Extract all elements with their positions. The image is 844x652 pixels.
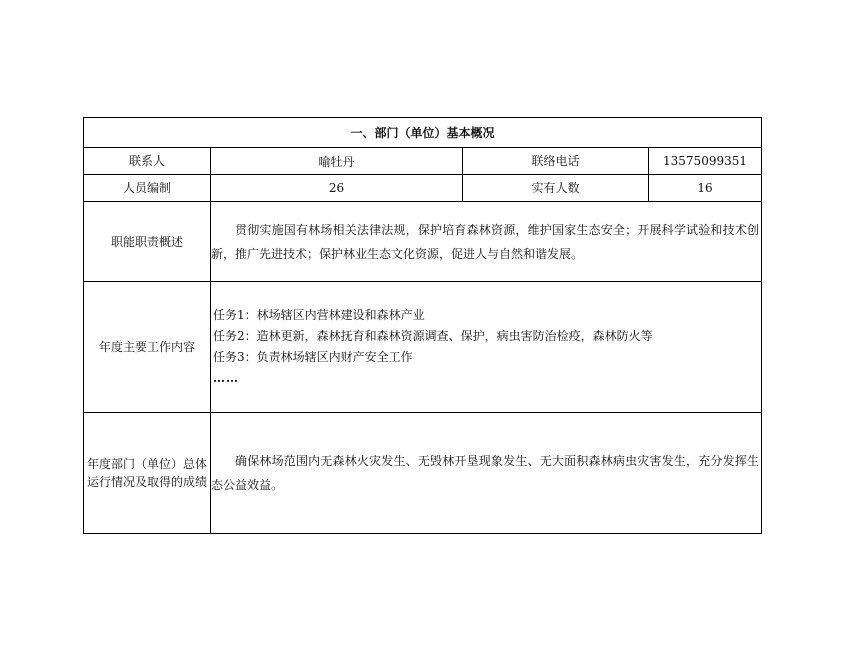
phone-value: 13575099351: [649, 148, 762, 175]
section-title: 一、部门（单位）基本概况: [84, 118, 762, 148]
duties-text: 贯彻实施国有林场相关法律法规，保护培育森林资源，维护国家生态安全；开展科学试验和技术创新，推广先进技术；保护林业生态文化资源，促进人与自然和谐发展。: [211, 222, 760, 261]
duties-label: 职能职责概述: [84, 202, 211, 282]
annual-work-cell: [211, 282, 762, 413]
department-overview-table: [83, 117, 762, 534]
title-row: [84, 118, 762, 148]
performance-text: 确保林场范围内无森林火灾发生、无毁林开垦现象发生、无大面积森林病虫灾害发生，充分发挥生态公益效益。: [211, 454, 760, 492]
task-ellipsis: ……: [213, 371, 239, 385]
actual-staff-label: 实有人数: [463, 175, 649, 202]
staffing-value: 26: [211, 175, 463, 202]
task-item: 任务2：造林更新，森林抚育和森林资源调查、保护，病虫害防治检疫，森林防火等: [213, 329, 653, 343]
staffing-label: 人员编制: [84, 175, 211, 202]
contact-value: 喻牡丹: [211, 148, 463, 175]
task-list: [211, 305, 761, 389]
actual-staff-value: 16: [649, 175, 762, 202]
contact-label: 联系人: [84, 148, 211, 175]
task-item: 任务3：负责林场辖区内财产安全工作: [213, 350, 413, 364]
staffing-row: [84, 175, 762, 202]
phone-label: 联络电话: [463, 148, 649, 175]
annual-work-label: 年度主要工作内容: [84, 282, 211, 413]
performance-cell: [211, 413, 762, 534]
contact-row: [84, 148, 762, 175]
performance-label: 年度部门（单位）总体运行情况及取得的成绩: [84, 413, 211, 534]
duties-row: [84, 202, 762, 282]
performance-row: [84, 413, 762, 534]
duties-cell: [211, 202, 762, 282]
annual-work-row: [84, 282, 762, 413]
task-item: 任务1：林场辖区内营林建设和森林产业: [213, 308, 425, 322]
